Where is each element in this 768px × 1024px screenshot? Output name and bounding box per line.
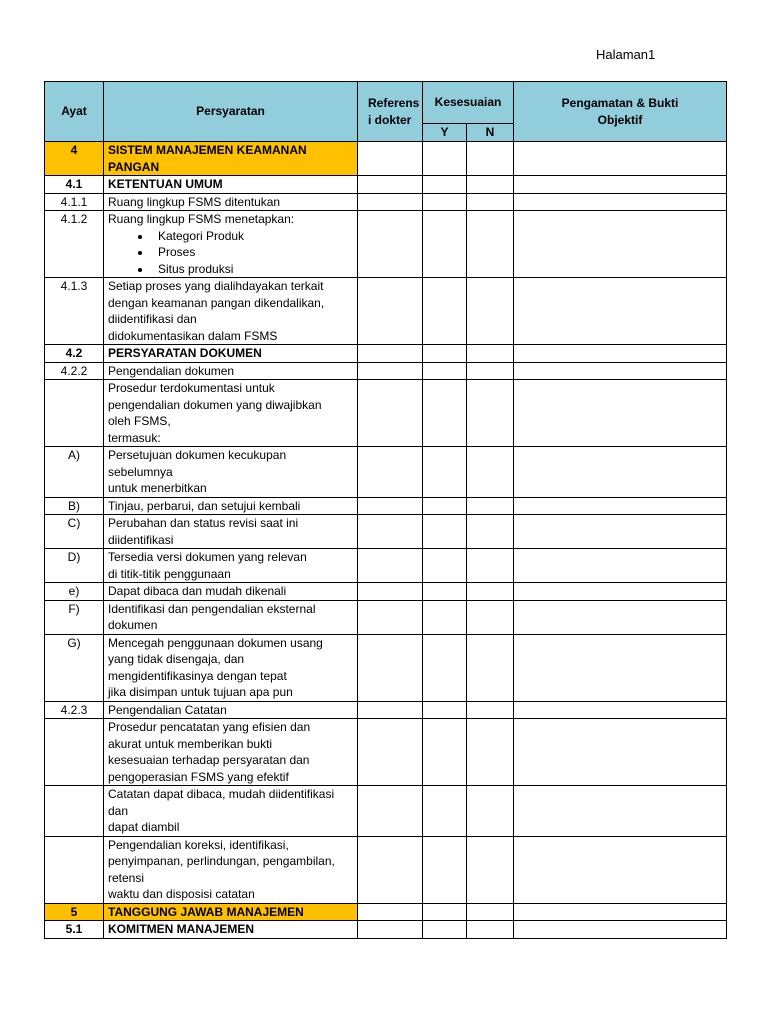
clause-number: 4.1.2 <box>45 211 104 278</box>
clause-number <box>45 719 104 786</box>
reference-cell[interactable] <box>358 583 423 601</box>
requirement-cell <box>104 211 358 278</box>
requirement-text: Perubahan dan status revisi saat ini diidentifikasi <box>104 515 358 549</box>
observation-cell[interactable] <box>514 786 727 837</box>
observation-cell[interactable] <box>514 176 727 194</box>
conformity-n-cell[interactable] <box>467 142 514 176</box>
requirement-text: KETENTUAN UMUM <box>104 176 358 194</box>
clause-number: 4.1 <box>45 176 104 194</box>
clause-number <box>45 786 104 837</box>
table-row <box>45 497 727 515</box>
reference-cell[interactable] <box>358 142 423 176</box>
conformity-n-cell[interactable] <box>467 362 514 380</box>
requirement-text: Dapat dibaca dan mudah dikenali <box>104 583 358 601</box>
reference-cell[interactable] <box>358 497 423 515</box>
table-row <box>45 549 727 583</box>
table-row <box>45 362 727 380</box>
conformity-y-cell[interactable] <box>423 583 467 601</box>
requirement-text: Pengendalian koreksi, identifikasi, penyimpanan, perlindungan, pengambilan, retensi waktu dan disposisi catatan <box>104 836 358 903</box>
reference-cell[interactable] <box>358 921 423 939</box>
reference-cell[interactable] <box>358 634 423 701</box>
clause-number <box>45 836 104 903</box>
requirement-text: Mencegah penggunaan dokumen usang yang tidak disengaja, dan mengidentifikasinya dengan tepat jika disimpan untuk tujuan apa pun <box>104 634 358 701</box>
table-row <box>45 142 727 176</box>
reference-cell[interactable] <box>358 903 423 921</box>
conformity-y-cell[interactable] <box>423 497 467 515</box>
header-persyaratan: Persyaratan <box>104 82 358 142</box>
conformity-y-cell[interactable] <box>423 903 467 921</box>
header-referensi: Referens i dokter <box>358 82 423 142</box>
clause-number: 4.1.3 <box>45 278 104 345</box>
requirement-text: Prosedur terdokumentasi untuk pengendalian dokumen yang diwajibkan oleh FSMS, termasuk: <box>104 380 358 447</box>
table-row <box>45 634 727 701</box>
table-row <box>45 447 727 498</box>
reference-cell[interactable] <box>358 515 423 549</box>
conformity-n-cell[interactable] <box>467 193 514 211</box>
observation-cell[interactable] <box>514 701 727 719</box>
requirement-text: PERSYARATAN DOKUMEN <box>104 345 358 363</box>
table-row <box>45 719 727 786</box>
conformity-n-cell[interactable] <box>467 549 514 583</box>
audit-checklist-table <box>44 81 727 939</box>
table-row <box>45 583 727 601</box>
observation-cell[interactable] <box>514 583 727 601</box>
conformity-y-cell[interactable] <box>423 701 467 719</box>
clause-number: 5.1 <box>45 921 104 939</box>
reference-cell[interactable] <box>358 278 423 345</box>
observation-cell[interactable] <box>514 600 727 634</box>
table-row <box>45 701 727 719</box>
clause-number: 4.2 <box>45 345 104 363</box>
conformity-n-cell[interactable] <box>467 921 514 939</box>
requirement-text: Persetujuan dokumen kecukupan sebelumnya untuk menerbitkan <box>104 447 358 498</box>
clause-number: B) <box>45 497 104 515</box>
conformity-n-cell[interactable] <box>467 836 514 903</box>
conformity-n-cell[interactable] <box>467 497 514 515</box>
conformity-n-cell[interactable] <box>467 719 514 786</box>
clause-number: C) <box>45 515 104 549</box>
table-row <box>45 380 727 447</box>
conformity-y-cell[interactable] <box>423 142 467 176</box>
observation-cell[interactable] <box>514 380 727 447</box>
reference-cell[interactable] <box>358 549 423 583</box>
list-item: • Kategori Produk <box>152 228 353 245</box>
reference-cell[interactable] <box>358 193 423 211</box>
requirement-text: KOMITMEN MANAJEMEN <box>104 921 358 939</box>
table-row <box>45 345 727 363</box>
table-row <box>45 211 727 278</box>
clause-number: A) <box>45 447 104 498</box>
conformity-y-cell[interactable] <box>423 278 467 345</box>
clause-number: 4.2.2 <box>45 362 104 380</box>
table-row <box>45 903 727 921</box>
requirement-text: Pengendalian Catatan <box>104 701 358 719</box>
observation-cell[interactable] <box>514 447 727 498</box>
table-row <box>45 836 727 903</box>
observation-cell[interactable] <box>514 634 727 701</box>
clause-number: F) <box>45 600 104 634</box>
reference-cell[interactable] <box>358 176 423 194</box>
conformity-n-cell[interactable] <box>467 515 514 549</box>
observation-cell[interactable] <box>514 193 727 211</box>
observation-cell[interactable] <box>514 278 727 345</box>
observation-cell[interactable] <box>514 836 727 903</box>
conformity-y-cell[interactable] <box>423 447 467 498</box>
reference-cell[interactable] <box>358 600 423 634</box>
conformity-y-cell[interactable] <box>423 786 467 837</box>
reference-cell[interactable] <box>358 701 423 719</box>
list-item: • Situs produksi <box>152 261 353 278</box>
clause-number: e) <box>45 583 104 601</box>
header-kesesuaian: Kesesuaian <box>423 82 514 124</box>
conformity-y-cell[interactable] <box>423 719 467 786</box>
conformity-y-cell[interactable] <box>423 362 467 380</box>
requirement-text: Pengendalian dokumen <box>104 362 358 380</box>
reference-cell[interactable] <box>358 380 423 447</box>
requirement-text: Tersedia versi dokumen yang relevan di titik-titik penggunaan <box>104 549 358 583</box>
conformity-n-cell[interactable] <box>467 345 514 363</box>
observation-cell[interactable] <box>514 921 727 939</box>
requirement-text: Identifikasi dan pengendalian eksternal dokumen <box>104 600 358 634</box>
observation-cell[interactable] <box>514 515 727 549</box>
table-row <box>45 515 727 549</box>
clause-number: D) <box>45 549 104 583</box>
conformity-y-cell[interactable] <box>423 176 467 194</box>
clause-number: 5 <box>45 903 104 921</box>
conformity-n-cell[interactable] <box>467 634 514 701</box>
conformity-y-cell[interactable] <box>423 211 467 278</box>
conformity-n-cell[interactable] <box>467 583 514 601</box>
table-row <box>45 193 727 211</box>
list-item: • Proses <box>152 244 353 261</box>
conformity-y-cell[interactable] <box>423 193 467 211</box>
observation-cell[interactable] <box>514 549 727 583</box>
requirement-text: SISTEM MANAJEMEN KEAMANAN PANGAN <box>104 142 358 176</box>
table-row <box>45 278 727 345</box>
header-ayat: Ayat <box>45 82 104 142</box>
reference-cell[interactable] <box>358 786 423 837</box>
clause-number: 4.2.3 <box>45 701 104 719</box>
table-row <box>45 921 727 939</box>
requirement-text: Catatan dapat dibaca, mudah diidentifikasi dan dapat diambil <box>104 786 358 837</box>
clause-number: 4.1.1 <box>45 193 104 211</box>
observation-cell[interactable] <box>514 719 727 786</box>
header-n: N <box>467 124 514 142</box>
header-y: Y <box>423 124 467 142</box>
requirement-text: Ruang lingkup FSMS ditentukan <box>104 193 358 211</box>
conformity-y-cell[interactable] <box>423 634 467 701</box>
conformity-y-cell[interactable] <box>423 921 467 939</box>
conformity-y-cell[interactable] <box>423 380 467 447</box>
requirement-text: Prosedur pencatatan yang efisien dan akurat untuk memberikan bukti kesesuaian terhadap persyaratan dan pengoperasian FSMS yang efektif <box>104 719 358 786</box>
reference-cell[interactable] <box>358 211 423 278</box>
conformity-n-cell[interactable] <box>467 176 514 194</box>
reference-cell[interactable] <box>358 362 423 380</box>
reference-cell[interactable] <box>358 836 423 903</box>
table-row <box>45 176 727 194</box>
table-row <box>45 600 727 634</box>
observation-cell[interactable] <box>514 497 727 515</box>
observation-cell[interactable] <box>514 345 727 363</box>
requirement-text: Ruang lingkup FSMS menetapkan: <box>108 212 295 226</box>
conformity-y-cell[interactable] <box>423 836 467 903</box>
conformity-y-cell[interactable] <box>423 515 467 549</box>
observation-cell[interactable] <box>514 903 727 921</box>
requirement-text: TANGGUNG JAWAB MANAJEMEN <box>104 903 358 921</box>
reference-cell[interactable] <box>358 345 423 363</box>
conformity-n-cell[interactable] <box>467 447 514 498</box>
table-row <box>45 786 727 837</box>
requirement-list <box>108 228 353 278</box>
conformity-n-cell[interactable] <box>467 786 514 837</box>
header-pengamatan: Pengamatan & Bukti Objektif <box>514 82 727 142</box>
clause-number: 4 <box>45 142 104 176</box>
clause-number: G) <box>45 634 104 701</box>
conformity-n-cell[interactable] <box>467 600 514 634</box>
requirement-text: Tinjau, perbarui, dan setujui kembali <box>104 497 358 515</box>
reference-cell[interactable] <box>358 447 423 498</box>
page-number: Halaman1 <box>596 47 656 62</box>
conformity-n-cell[interactable] <box>467 701 514 719</box>
conformity-n-cell[interactable] <box>467 903 514 921</box>
observation-cell[interactable] <box>514 142 727 176</box>
conformity-n-cell[interactable] <box>467 211 514 278</box>
conformity-y-cell[interactable] <box>423 600 467 634</box>
observation-cell[interactable] <box>514 211 727 278</box>
requirement-text: Setiap proses yang dialihdayakan terkait dengan keamanan pangan dikendalikan, diidentifikasi dan didokumentasikan dalam FSMS <box>104 278 358 345</box>
observation-cell[interactable] <box>514 362 727 380</box>
conformity-n-cell[interactable] <box>467 380 514 447</box>
reference-cell[interactable] <box>358 719 423 786</box>
conformity-y-cell[interactable] <box>423 345 467 363</box>
conformity-n-cell[interactable] <box>467 278 514 345</box>
clause-number <box>45 380 104 447</box>
conformity-y-cell[interactable] <box>423 549 467 583</box>
